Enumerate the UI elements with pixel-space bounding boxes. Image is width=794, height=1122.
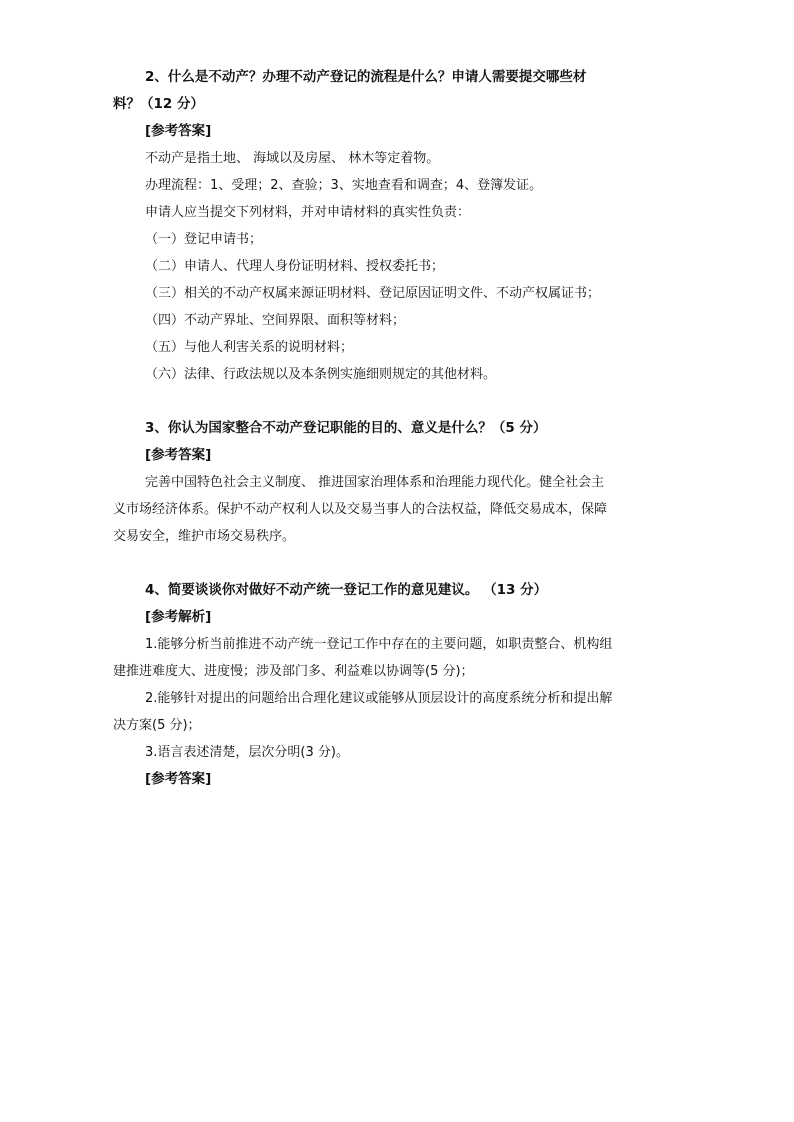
question-3-title: 3、你认为国家整合不动产登记职能的目的、意义是什么？（5 分） bbox=[145, 420, 547, 436]
question-2-answer-line: 申请人应当提交下列材料，并对申请材料的真实性负责： bbox=[145, 205, 471, 220]
document-content bbox=[113, 64, 613, 793]
question-2-material-item: （一）登记申请书； bbox=[145, 232, 263, 247]
question-2-material-item: （四）不动产界址、空间界限、面积等材料； bbox=[145, 313, 406, 328]
question-2-answer-line: 办理流程：1、受理；2、查验；3、实地查看和调查；4、登簿发证。 bbox=[145, 178, 543, 193]
question-4-analysis-label: [参考解析] bbox=[145, 609, 212, 625]
question-2-material-item: （六）法律、行政法规以及本条例实施细则规定的其他材料。 bbox=[145, 367, 497, 382]
question-4-title: 4、简要谈谈你对做好不动产统一登记工作的意见建议。 （13 分） bbox=[145, 582, 548, 598]
question-2-answer-label: [参考答案] bbox=[145, 123, 212, 139]
question-2-answer-line: 不动产是指土地、 海域以及房屋、 林木等定着物。 bbox=[145, 151, 440, 166]
question-2-material-item: （三）相关的不动产权属来源证明材料、登记原因证明文件、不动产权属证书； bbox=[145, 286, 601, 301]
section-spacer bbox=[113, 550, 613, 577]
question-2-title: 2、什么是不动产？办理不动产登记的流程是什么？申请人需要提交哪些材料？（12 分） bbox=[113, 69, 587, 112]
question-4-analysis-paragraph: 1.能够分析当前推进不动产统一登记工作中存在的主要问题，如职责整合、机构组建推进难度大、进度慢；涉及部门多、利益难以协调等(5 分)； bbox=[113, 637, 613, 679]
question-4-analysis-paragraph: 3.语言表述清楚，层次分明(3 分)。 bbox=[145, 745, 349, 760]
question-3-answer-paragraph: 完善中国特色社会主义制度、 推进国家治理体系和治理能力现代化。健全社会主义市场经济体系。保护不动产权利人以及交易当事人的合法权益，降低交易成本，保障交易安全，维护市场交易秩序。 bbox=[113, 475, 608, 544]
question-4-answer-label: [参考答案] bbox=[145, 771, 212, 787]
question-4-analysis-paragraph: 2.能够针对提出的问题给出合理化建议或能够从顶层设计的高度系统分析和提出解决方案(5 分)； bbox=[113, 691, 613, 733]
question-2-material-item: （二）申请人、代理人身份证明材料、授权委托书； bbox=[145, 259, 445, 274]
section-spacer bbox=[113, 388, 613, 415]
question-2-material-item: （五）与他人利害关系的说明材料； bbox=[145, 340, 354, 355]
question-3-answer-label: [参考答案] bbox=[145, 447, 212, 463]
